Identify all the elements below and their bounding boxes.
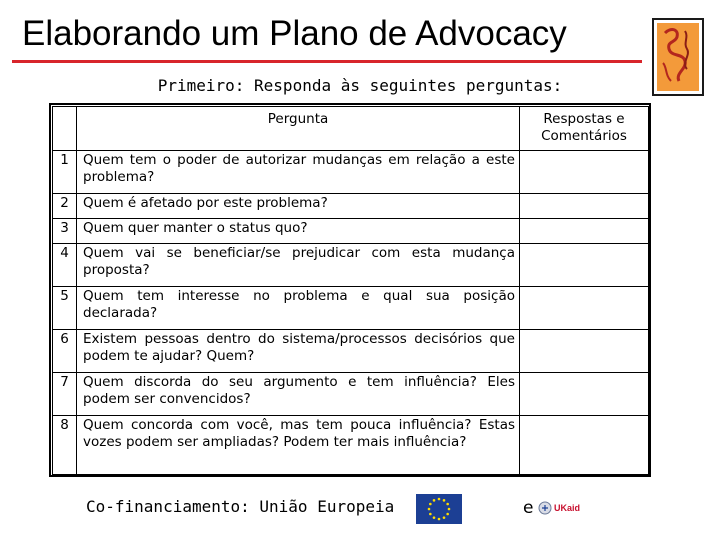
table-row [53,219,649,244]
row-number: 8 [53,416,77,475]
header-number [53,107,77,151]
table-row [53,194,649,219]
ukaid-crest-icon [538,500,552,516]
eu-star [429,503,432,506]
eu-star [443,516,446,519]
eu-star [448,508,451,511]
row-number: 7 [53,373,77,416]
row-response [520,416,649,475]
table-row [53,244,649,287]
row-number: 4 [53,244,77,287]
row-question: Quem discorda do seu argumento e tem influência? Eles podem ser convencidos? [77,373,520,416]
subtitle: Primeiro: Responda às seguintes perguntas: [157,76,563,95]
cofinancing-text: Co-financiamento: União Europeia [86,497,395,516]
ukaid-logo-icon [538,497,590,519]
table-row [53,151,649,194]
eu-star [438,518,441,521]
row-number: 5 [53,287,77,330]
footer-conjunction: e [523,498,534,518]
eu-star [446,513,449,516]
row-number: 3 [53,219,77,244]
questions-table [52,106,649,475]
ukaid-logo-text: UKaid [554,503,581,513]
row-question: Existem pessoas dentro do sistema/processos decisórios que podem te ajudar? Quem? [77,330,520,373]
eu-stars [416,494,462,524]
row-number: 1 [53,151,77,194]
row-question: Quem tem o poder de autorizar mudanças em relação a este problema? [77,151,520,194]
table-row [53,287,649,330]
eu-flag-icon [416,494,462,524]
slide-title: Elaborando um Plano de Advocacy [22,14,567,53]
eu-star [446,503,449,506]
row-question: Quem tem interesse no problema e qual sua posição declarada? [77,287,520,330]
row-response [520,151,649,194]
row-response [520,287,649,330]
row-number: 6 [53,330,77,373]
table-header-row [53,107,649,151]
title-rule [12,60,642,63]
row-question: Quem é afetado por este problema? [77,194,520,219]
row-question: Quem quer manter o status quo? [77,219,520,244]
row-response [520,219,649,244]
eu-star [428,508,431,511]
eu-star [438,498,441,501]
table-row [53,373,649,416]
row-response [520,244,649,287]
eu-star [433,499,436,502]
table-row [53,416,649,475]
row-response [520,194,649,219]
row-question: Quem vai se beneficiar/se prejudicar com esta mudança proposta? [77,244,520,287]
table-row [53,330,649,373]
row-response [520,373,649,416]
header-responses: Respostas e Comentários [520,107,649,151]
eu-star [443,499,446,502]
row-question: Quem concorda com você, mas tem pouca influência? Estas vozes podem ser ampliadas? Podem ter mais influência? [77,416,520,475]
row-number: 2 [53,194,77,219]
header-question: Pergunta [77,107,520,151]
eu-star [433,516,436,519]
eu-star [429,513,432,516]
row-response [520,330,649,373]
